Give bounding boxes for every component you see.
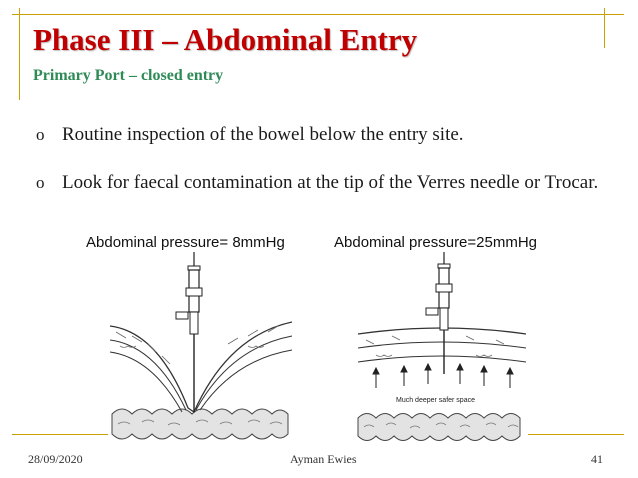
frame-right-rule	[604, 8, 605, 48]
bullet-text: Routine inspection of the bowel below the entry site.	[62, 124, 464, 145]
bullet-text: Look for faecal contamination at the tip of the Verres needle or Trocar.	[62, 172, 599, 193]
bullet-marker: o	[36, 173, 45, 192]
frame-bottom-right-rule	[528, 434, 624, 435]
slide-title: Phase III – Abdominal Entry	[33, 22, 418, 57]
footer-page-number: 41	[591, 452, 603, 466]
frame-bottom-left-rule	[12, 434, 108, 435]
low-pressure-needle-illustration	[108, 252, 294, 442]
footer-date: 28/09/2020	[28, 452, 83, 466]
high-pressure-needle-illustration	[356, 252, 528, 442]
figure-annotation: Much deeper safer space	[396, 397, 475, 404]
frame-left-rule	[19, 8, 20, 100]
bullet-marker: o	[36, 125, 45, 144]
figure-caption-high-pressure: Abdominal pressure=25mmHg	[334, 234, 538, 251]
slide-subtitle: Primary Port – closed entry	[33, 67, 224, 84]
frame-top-rule	[12, 14, 624, 15]
footer-author: Ayman Ewies	[290, 452, 357, 466]
figure-caption-low-pressure: Abdominal pressure= 8mmHg	[86, 234, 285, 251]
